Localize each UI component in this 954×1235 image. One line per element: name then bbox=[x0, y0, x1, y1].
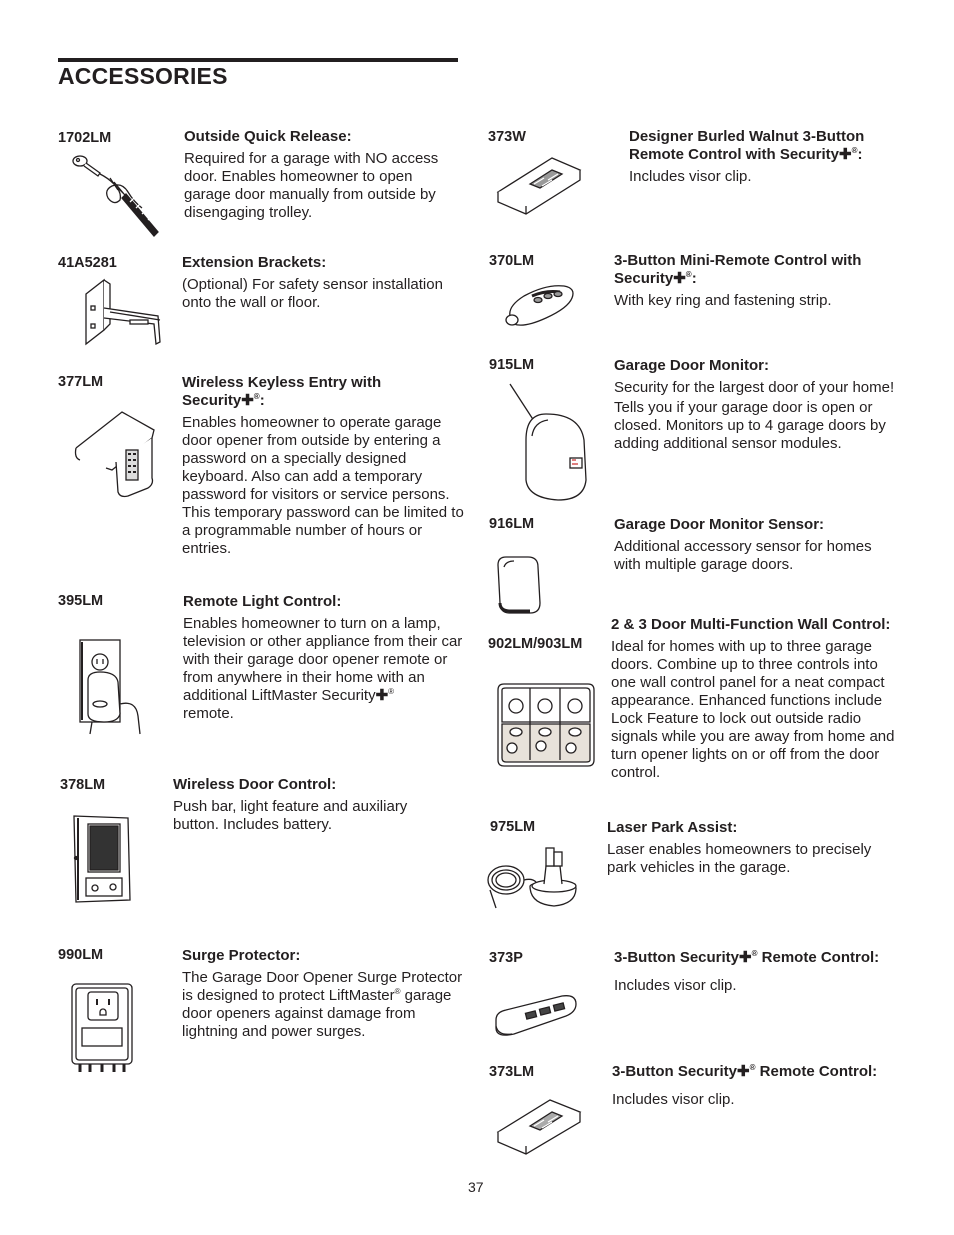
accessory-description: Includes visor clip. bbox=[614, 977, 737, 994]
model-number: 370LM bbox=[489, 253, 535, 269]
title-end: : bbox=[259, 392, 265, 409]
model-number: 373LM bbox=[489, 1064, 535, 1080]
accessory-title bbox=[629, 128, 899, 164]
accessory-text bbox=[614, 516, 899, 574]
multi-wall-control-icon bbox=[494, 680, 598, 770]
description-text-end: remote. bbox=[183, 705, 234, 722]
accessory-title: Laser Park Assist: bbox=[607, 819, 738, 836]
accessory-text bbox=[614, 949, 904, 995]
accessory-text bbox=[629, 128, 899, 186]
model-number: 975LM bbox=[490, 819, 536, 835]
plug-in-module-icon bbox=[78, 638, 158, 738]
model-number: 990LM bbox=[58, 947, 104, 963]
title-line: 3-Button Security bbox=[614, 949, 740, 966]
accessory-text bbox=[182, 254, 462, 312]
title-end: : bbox=[857, 146, 863, 163]
accessory-text bbox=[611, 616, 901, 782]
remote-373lm-icon bbox=[494, 1096, 584, 1158]
accessory-text bbox=[184, 128, 459, 222]
registered-mark: ® bbox=[749, 1063, 756, 1072]
accessory-description: Laser enables homeowners to precisely park vehicles in the garage. bbox=[607, 841, 872, 876]
model-number: 916LM bbox=[489, 516, 535, 532]
page-title: ACCESSORIES bbox=[58, 63, 228, 89]
security-plus-icon: ✚ bbox=[839, 146, 852, 163]
accessory-description: Push bar, light feature and auxiliary button. Includes battery. bbox=[173, 798, 408, 833]
model-number: 902LM/903LM bbox=[488, 636, 583, 652]
security-plus-icon: ✚ bbox=[241, 392, 254, 409]
registered-mark: ® bbox=[685, 270, 692, 279]
accessory-title: Extension Brackets: bbox=[182, 254, 327, 271]
security-plus-icon: ✚ bbox=[375, 687, 389, 704]
accessory-title: Garage Door Monitor: bbox=[614, 357, 770, 374]
accessory-description: Includes visor clip. bbox=[629, 168, 752, 185]
page-number: 37 bbox=[468, 1179, 484, 1195]
security-plus-icon: ✚ bbox=[737, 1063, 750, 1080]
security-plus-icon: ✚ bbox=[673, 270, 686, 287]
security-label: Security bbox=[182, 392, 242, 409]
accessory-title bbox=[612, 1063, 902, 1081]
bracket-icon bbox=[80, 272, 170, 352]
accessory-description: Security for the largest door of your home! bbox=[614, 379, 895, 396]
accessory-title: 2 & 3 Door Multi-Function Wall Control: bbox=[611, 616, 891, 633]
wall-control-icon bbox=[72, 814, 134, 904]
accessory-description: Additional accessory sensor for homes with multiple garage doors. bbox=[614, 538, 872, 573]
registered-mark: ® bbox=[253, 392, 260, 401]
description-text: The Garage Door Opener Surge Protector is designed to protect LiftMaster bbox=[182, 969, 463, 1004]
accessory-title bbox=[614, 949, 904, 967]
title-line: 3-Button Security bbox=[612, 1063, 738, 1080]
title-line: 3-Button Mini-Remote Control with Security bbox=[614, 252, 862, 287]
accessory-title bbox=[614, 252, 899, 288]
accessory-title: Surge Protector: bbox=[182, 947, 301, 964]
title-line: Wireless Keyless Entry with bbox=[182, 374, 382, 391]
accessory-text bbox=[614, 252, 899, 310]
header-rule bbox=[58, 58, 458, 62]
accessory-text bbox=[183, 593, 463, 723]
title-end: : bbox=[691, 270, 697, 287]
accessory-text bbox=[182, 947, 467, 1041]
accessory-description: Enables homeowner to operate garage door opener from outside by entering a password on a specially designed keyboard. Also can add a temporary password for visitors or service persons. This temporary password can be limited to a programmable number of hours or entries. bbox=[182, 414, 464, 557]
accessory-description bbox=[182, 969, 467, 1041]
remote-373p-icon bbox=[492, 992, 582, 1040]
registered-mark: ® bbox=[851, 146, 858, 155]
model-number: 1702LM bbox=[58, 130, 112, 146]
title-line: Designer Burled Walnut 3-Button Remote Control with Security bbox=[629, 128, 865, 163]
accessory-description: Ideal for homes with up to three garage doors. Combine up to three controls into one wall control panel for a neat compact appearance. Enhanced functions include Lock Feature to lock out outside radio signals while you are away from home and turn opener lights on or off from the door control. bbox=[611, 638, 895, 781]
laser-park-icon bbox=[484, 842, 580, 914]
accessory-description: (Optional) For safety sensor installation onto the wall or floor. bbox=[182, 276, 443, 311]
title-end: Remote Control: bbox=[755, 1063, 878, 1080]
registered-mark: ® bbox=[388, 687, 395, 696]
accessory-description bbox=[183, 615, 463, 723]
registered-mark: ® bbox=[751, 949, 758, 958]
accessory-title: Wireless Door Control: bbox=[173, 776, 337, 793]
model-number: 373W bbox=[488, 129, 526, 145]
accessory-text bbox=[173, 776, 453, 834]
model-number: 377LM bbox=[58, 374, 104, 390]
model-number: 41A5281 bbox=[58, 255, 117, 271]
accessory-description-2: Tells you if your garage door is open or closed. Monitors up to 4 garage doors by adding additional sensor modules. bbox=[614, 399, 886, 452]
model-number: 373P bbox=[489, 950, 523, 966]
accessory-text bbox=[182, 374, 467, 558]
key-release-icon bbox=[70, 148, 170, 243]
model-number: 915LM bbox=[489, 357, 535, 373]
accessory-title bbox=[182, 374, 467, 410]
security-plus-icon: ✚ bbox=[739, 949, 752, 966]
door-monitor-icon bbox=[506, 380, 590, 502]
mini-remote-icon bbox=[502, 282, 582, 332]
accessory-description: Includes visor clip. bbox=[612, 1091, 735, 1108]
monitor-sensor-icon bbox=[492, 553, 544, 617]
keypad-icon bbox=[72, 408, 164, 498]
accessory-text bbox=[607, 819, 897, 877]
model-number: 395LM bbox=[58, 593, 104, 609]
title-end: Remote Control: bbox=[757, 949, 880, 966]
remote-walnut-icon bbox=[494, 154, 584, 216]
accessory-title: Outside Quick Release: bbox=[184, 128, 352, 145]
accessory-title: Remote Light Control: bbox=[183, 593, 342, 610]
surge-protector-icon bbox=[68, 980, 138, 1076]
model-number: 378LM bbox=[60, 777, 106, 793]
description-text-end: garage door openers against damage from lightning and power surges. bbox=[182, 987, 452, 1040]
accessory-description: Required for a garage with NO access door. Enables homeowner to open garage door manually from outside by disengaging trolley. bbox=[184, 150, 439, 221]
accessory-text bbox=[614, 357, 899, 453]
accessory-title: Garage Door Monitor Sensor: bbox=[614, 516, 825, 533]
description-text: Enables homeowner to turn on a lamp, television or other appliance from their car with their garage door opener remote or from anywhere in their home with an additional LiftMaster Security bbox=[183, 615, 463, 704]
accessory-text bbox=[612, 1063, 902, 1109]
accessory-description: With key ring and fastening strip. bbox=[614, 292, 832, 309]
registered-mark: ® bbox=[394, 987, 401, 996]
